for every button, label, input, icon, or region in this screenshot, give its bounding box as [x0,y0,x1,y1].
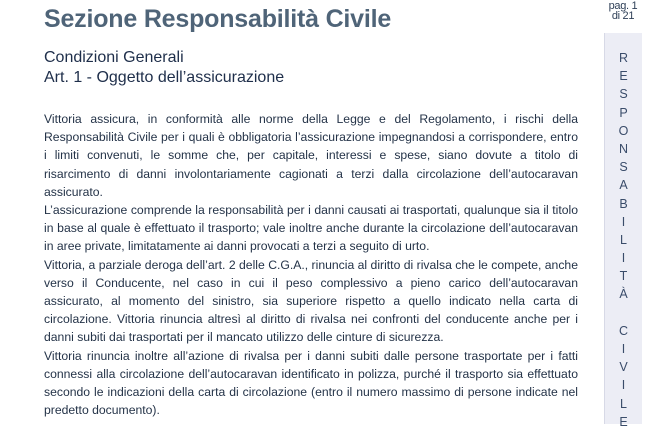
side-tab-letter: P [619,105,628,120]
side-tab-letter: N [618,141,629,156]
page-title: Sezione Responsabilità Civile [44,5,392,33]
side-tab-letter: C [618,323,629,338]
side-tab-letter: L [620,232,627,247]
paragraph-2: L’assicurazione comprende la responsabilità per i danni causati ai trasportati, qualunque sia il titolo in base al quale è effettuato il trasporto; vale inoltre anche durante la circolazione dell’autocaravan in aree private, limitatamente ai danni provocati a terzi a seguito di urto. [44,203,578,254]
side-tab-letter: I [621,214,626,229]
side-tab-letter: T [619,269,628,284]
side-tab-letter: A [619,178,628,193]
section-heading: Condizioni Generali [44,49,184,66]
side-tab-letter: O [618,123,629,138]
paragraph-3: Vittoria, a parziale deroga dell’art. 2 delle C.G.A., rinuncia al diritto di rivalsa che le compete, anche verso il Conducente, nel caso in cui il peso complessivo a pieno carico dell’autocaravan assicurato, al momento del sinistro, sia superiore rispetto a quello indicato nella carta di circolazione. Vittoria rinuncia altresì al diritto di rivalsa nei confronti del conducente anche per i danni subiti dai trasportati per il mancato utilizzo delle cinture di sicurezza. [44,257,578,345]
side-tab-letter [605,304,642,322]
section-side-tab [604,33,642,429]
side-tab-letter: I [621,342,626,356]
page-number: pag. 1 [608,0,638,12]
side-tab-letter: S [619,87,628,102]
paragraph-1: Vittoria assicura, in conformità alle norme della Legge e del Regolamento, i rischi della Responsabilità Civile per i quali è obbligatoria l’assicurazione impegnandosi a corrispondere, entro i limiti convenuti, le somme che, per capitale, interessi e spese, siano dovute a titolo di risarcimento di danni involontariamente cagionati a terzi dalla circolazione dell’autocaravan assicurato. [44,112,578,199]
paragraph-4: Vittoria rinuncia inoltre all’azione di rivalsa per i danni subiti dalle persone trasportate per i fatti connessi alla circolazione dell’autocaravan identificato in polizza, purché il trasporto sia effettuato secondo le indicazioni della carta di circolazione (entro il numero massimo di persone indicate nel predetto documento). [44,348,578,418]
side-tab-letter: B [619,196,628,211]
side-tab-letter: I [621,251,626,266]
side-tab-letter: L [620,396,627,411]
side-tab-letter: S [619,160,628,175]
side-tab-letter: R [618,51,629,65]
article-heading: Art. 1 - Oggetto dell’assicurazione [44,69,285,86]
side-tab-letter: V [619,360,628,375]
side-tab-letter: I [621,378,626,393]
side-tab-letters [605,49,642,431]
side-tab-letter: À [619,287,628,302]
side-tab-letter: E [619,414,628,429]
article-body [44,110,578,419]
side-tab-letter: E [619,69,628,84]
page-indicator [603,1,643,21]
page-total: di 21 [611,10,635,22]
